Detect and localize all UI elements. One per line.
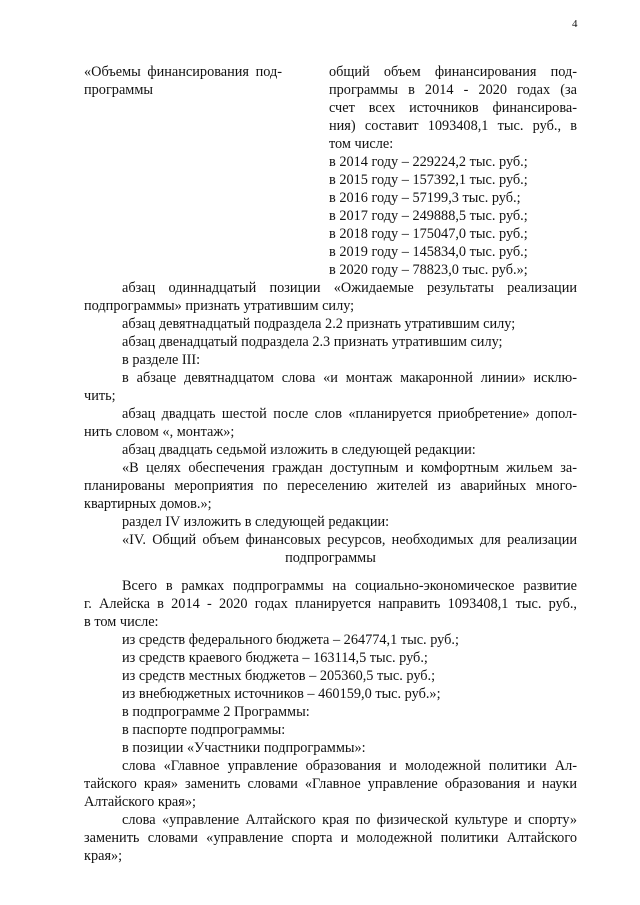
funding-year-line: в 2020 году – 78823,0 тыс. руб.»;	[329, 262, 528, 278]
text-line: абзац двадцать седьмой изложить в следующей редакции:	[122, 442, 476, 458]
text-line: г. Алейска в 2014 - 2020 годах планируется направить 1093408,1 тыс. руб.,	[84, 596, 577, 612]
funding-label-line: «Объемы финансирования под-	[84, 64, 282, 80]
text-line: края»;	[84, 848, 123, 864]
funding-year-line: в 2019 году – 145834,0 тыс. руб.;	[329, 244, 528, 260]
budget-line: из внебюджетных источников – 460159,0 тыс. руб.»;	[122, 686, 441, 702]
text-line: заменить словами «управление спорта и молодежной политики Алтайского	[84, 830, 577, 846]
text-line: раздел IV изложить в следующей редакции:	[122, 514, 390, 530]
funding-year-line: в 2016 году – 57199,3 тыс. руб.;	[329, 190, 521, 206]
text-line: слова «управление Алтайского края по физической культуре и спорту»	[122, 812, 577, 828]
funding-year-line: в 2015 году – 157392,1 тыс. руб.;	[329, 172, 528, 188]
budget-line: из средств местных бюджетов – 205360,5 тыс. руб.;	[122, 668, 436, 684]
section-heading: «IV. Общий объем финансовых ресурсов, необходимых для реализации	[122, 532, 577, 548]
text-line: чить;	[84, 388, 116, 404]
text-line: нить словом «, монтаж»;	[84, 424, 235, 440]
funding-year-line: в 2017 году – 249888,5 тыс. руб.;	[329, 208, 528, 224]
text-line: планированы мероприятия по переселению жителей из аварийных много-	[84, 478, 577, 494]
page-number: 4	[572, 18, 578, 30]
text-line: в абзаце девятнадцатом слова «и монтаж макаронной линии» исклю-	[122, 370, 577, 386]
funding-year-line: в 2014 году – 229224,2 тыс. руб.;	[329, 154, 528, 170]
text-line: абзац одиннадцатый позиции «Ожидаемые результаты реализации	[122, 280, 577, 296]
text-line: в том числе:	[84, 614, 159, 630]
funding-value-line: общий объем финансирования под-	[329, 64, 577, 80]
text-line: в позиции «Участники подпрограммы»:	[122, 740, 366, 756]
text-line: слова «Главное управление образования и молодежной политики Ал-	[122, 758, 577, 774]
text-line: квартирных домов.»;	[84, 496, 212, 512]
text-line: в разделе III:	[122, 352, 201, 368]
text-line: «В целях обеспечения граждан доступным и комфортным жильем за-	[122, 460, 577, 476]
budget-line: из средств федерального бюджета – 264774,1 тыс. руб.;	[122, 632, 459, 648]
section-heading: подпрограммы	[285, 550, 376, 566]
text-line: в подпрограмме 2 Программы:	[122, 704, 310, 720]
funding-value-line: программы в 2014 - 2020 годах (за	[329, 82, 577, 98]
budget-line: из средств краевого бюджета – 163114,5 тыс. руб.;	[122, 650, 428, 666]
text-line: абзац девятнадцатый подраздела 2.2 признать утратившим силу;	[122, 316, 516, 332]
text-line: Всего в рамках подпрограммы на социально-экономическое развитие	[122, 578, 577, 594]
text-line: подпрограммы» признать утратившим силу;	[84, 298, 355, 314]
funding-value-line: счет всех источников финансирова-	[329, 100, 577, 116]
funding-value-line: ния) составит 1093408,1 тыс. руб., в	[329, 118, 577, 134]
funding-year-line: в 2018 году – 175047,0 тыс. руб.;	[329, 226, 528, 242]
funding-value-line: том числе:	[329, 136, 394, 152]
funding-label-line: программы	[84, 82, 154, 98]
text-line: абзац двадцать шестой после слов «планируется приобретение» допол-	[122, 406, 577, 422]
text-line: абзац двенадцатый подраздела 2.3 признать утратившим силу;	[122, 334, 503, 350]
text-line: в паспорте подпрограммы:	[122, 722, 286, 738]
text-line: Алтайского края»;	[84, 794, 196, 810]
text-line: тайского края» заменить словами «Главное управление образования и науки	[84, 776, 577, 792]
